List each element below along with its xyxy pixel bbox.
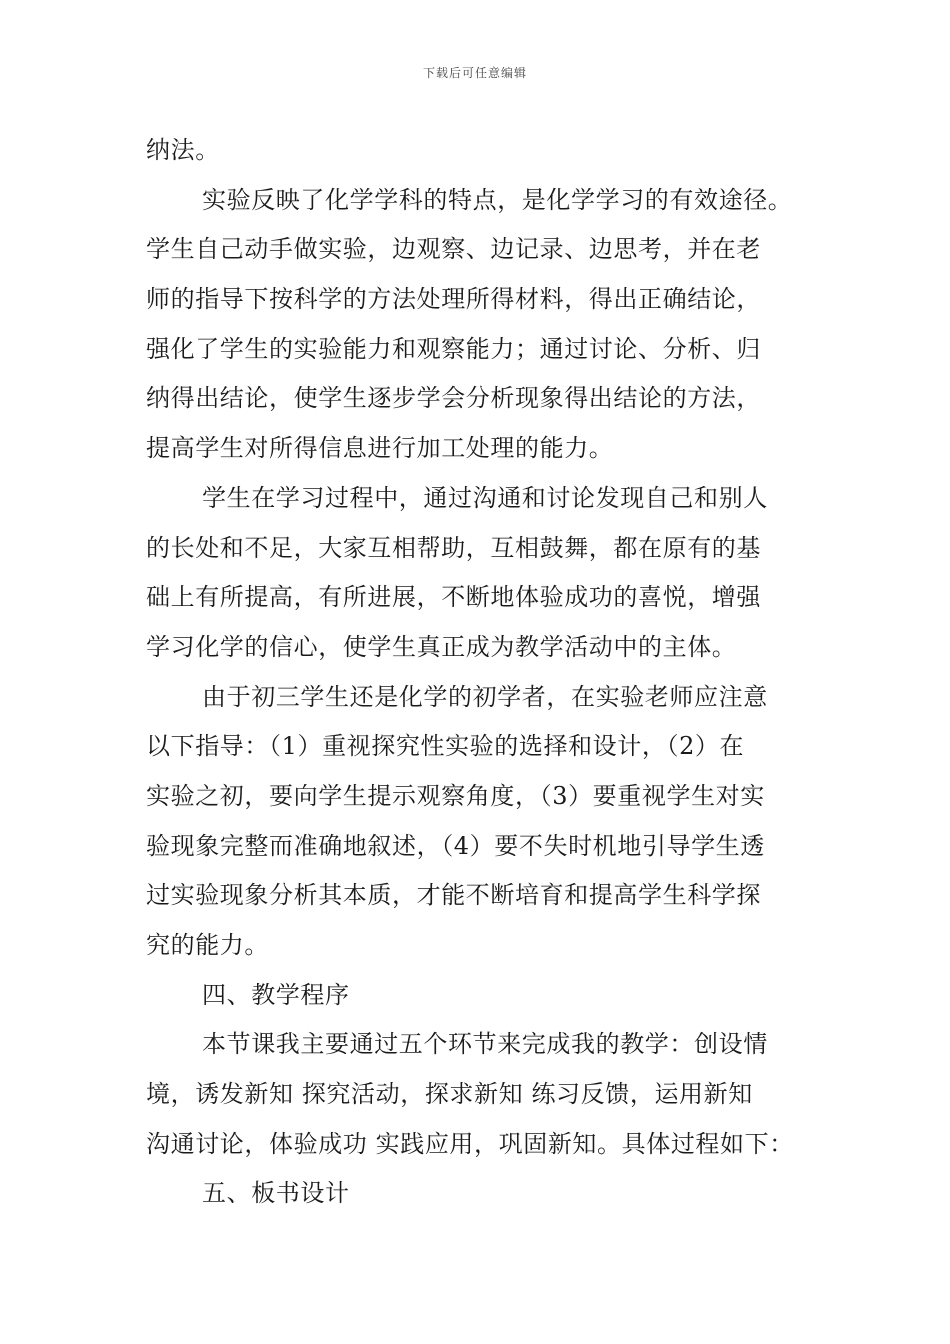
text-line: 学生在学习过程中，通过沟通和讨论发现自己和别人 [202,483,768,512]
text-line: 学习化学的信心，使学生真正成为教学活动中的主体。 [146,632,737,661]
text-line: 实验之初，要向学生提示观察角度，（3）要重视学生对实 [146,781,765,810]
text-line: 学生自己动手做实验，边观察、边记录、边思考，并在老 [146,235,761,264]
text-line: 本节课我主要通过五个环节来完成我的教学：创设情 [202,1030,768,1059]
text-line: 提高学生对所得信息进行加工处理的能力。 [146,434,614,463]
text-line: 五、板书设计 [202,1179,350,1208]
text-line: 由于初三学生还是化学的初学者，在实验老师应注意 [202,682,768,711]
text-line: 境，诱发新知 探究活动，探求新知 练习反馈，运用新知 [146,1080,753,1109]
text-line: 沟通讨论，体验成功 实践应用，巩固新知。具体过程如下： [146,1129,794,1158]
text-line: 验现象完整而准确地叙述，（4）要不失时机地引导学生透 [146,831,765,860]
text-line: 过实验现象分析其本质，才能不断培育和提高学生科学探 [146,881,761,910]
text-line: 纳得出结论，使学生逐步学会分析现象得出结论的方法， [146,384,761,413]
document-body [146,126,826,1219]
text-line: 四、教学程序 [202,980,350,1009]
text-line: 师的指导下按科学的方法处理所得材料，得出正确结论， [146,285,761,314]
text-line: 纳法。 [146,136,220,164]
text-line: 的长处和不足，大家互相帮助，互相鼓舞，都在原有的基 [146,533,761,562]
page-header: 下载后可任意编辑 [422,66,527,80]
text-line: 实验反映了化学学科的特点，是化学学习的有效途径。 [202,185,793,214]
text-line: 础上有所提高，有所进展，不断地体验成功的喜悦，增强 [146,583,761,612]
text-line: 究的能力。 [146,931,269,959]
text-line: 以下指导：（1）重视探究性实验的选择和设计，（2）在 [146,732,745,761]
text-line: 强化了学生的实验能力和观察能力；通过讨论、分析、归 [146,334,761,363]
